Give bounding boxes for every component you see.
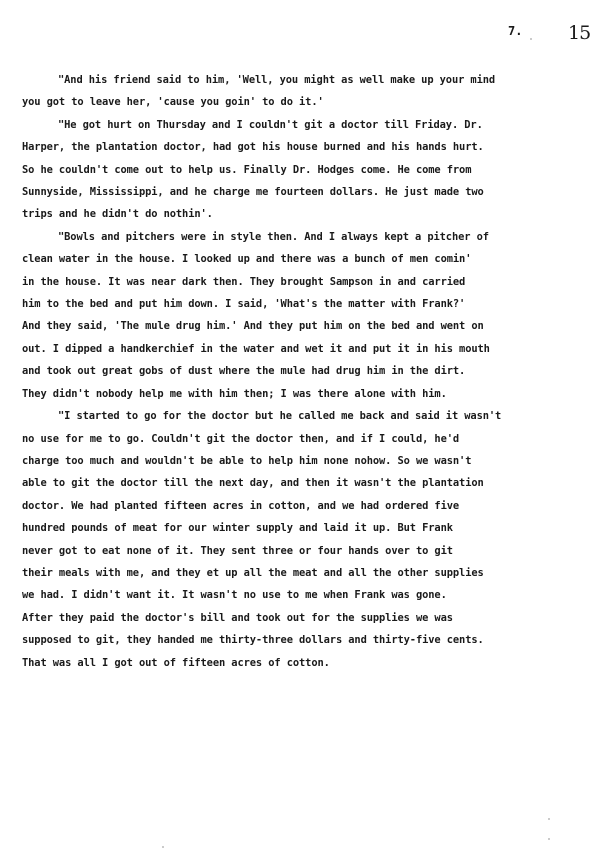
handwritten-page-number: 15 xyxy=(568,22,591,44)
typed-page-number: 7. xyxy=(508,24,523,38)
document-body xyxy=(22,69,584,674)
paragraph-3: "Bowls and pitchers were in style then. And I always kept a pitcher of clean water in the house. I looked up and there was a bunch of men comin' in the house. It was near dark then. They brought Sampson in and carried him to the bed and put him down. I said, 'What's the matter with Frank?' And they said, 'The mule drug him.' And they put him on the bed and went on out. I dipped a handkerchief in the water and wet it and put it in his mouth and took out great gobs of dust where the mule had drug him in the dirt. They didn't nobody help me with him then; I was there alone with him. xyxy=(22,230,490,400)
paper-speck xyxy=(530,38,532,40)
paper-speck xyxy=(548,838,550,840)
paragraph-2: "He got hurt on Thursday and I couldn't git a doctor till Friday. Dr. Harper, the plantation doctor, had got his house burned and his hands hurt. So he couldn't come out to help us. Finally Dr. Hodges come. He come from Sunnyside, Mississippi, and he charge me fourteen dollars. He just made two trips and he didn't do nothin'. xyxy=(22,118,484,221)
paragraph-4: "I started to go for the doctor but he called me back and said it wasn't no use for me to go. Couldn't git the doctor then, and if I could, he'd charge too much and wouldn't be able to help him none nohow. So we wasn't able to git the doctor till the next day, and then it wasn't the plantation doctor. We had planted fifteen acres in cotton, and we had ordered five hundred pounds of meat for our winter supply and laid it up. But Frank never got to eat none of it. They sent three or four hands over to git their meals with me, and they et up all the meat and all the other supplies we had. I didn't want it. It wasn't no use to me when Frank was gone. After they paid the doctor's bill and took out for the supplies we was supposed to git, they handed me thirty-three dollars and thirty-five cents. That was all I got out of fifteen acres of cotton. xyxy=(22,410,502,669)
paragraph-1: "And his friend said to him, 'Well, you might as well make up your mind you got to leave her, 'cause you goin' to do it.' xyxy=(22,74,496,109)
paper-speck xyxy=(162,846,164,848)
paper-speck xyxy=(548,818,550,820)
